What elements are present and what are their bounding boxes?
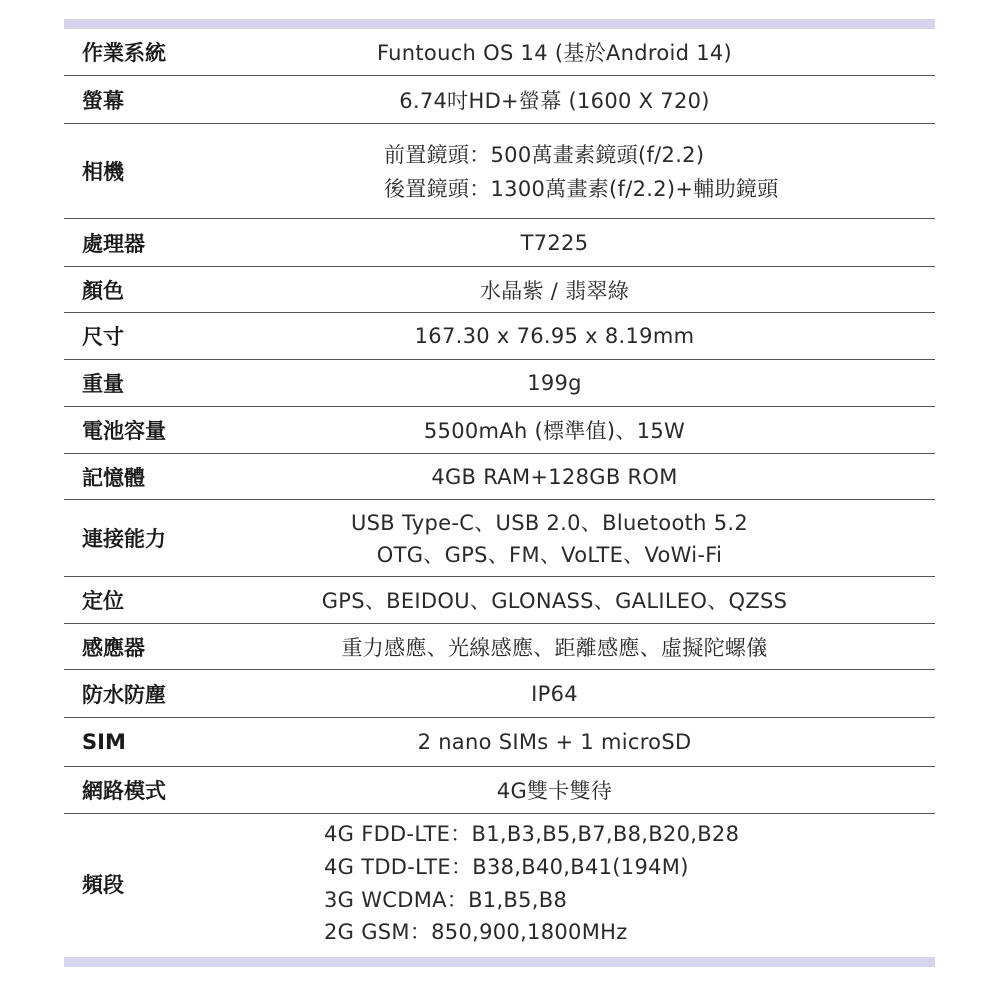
spec-row-processor <box>64 219 935 267</box>
spec-row-positioning <box>64 577 935 624</box>
spec-value-line: OTG、GPS、FM、VoLTE、VoWi-Fi <box>376 543 723 567</box>
spec-value-line: USB Type-C、USB 2.0、Bluetooth 5.2 <box>350 511 749 535</box>
spec-table <box>64 29 935 953</box>
spec-label: 網路模式 <box>82 779 166 803</box>
bottom-accent-band <box>64 957 935 967</box>
spec-value-line: 3G WCDMA：B1,B5,B8 <box>324 887 568 912</box>
spec-label: 感應器 <box>82 635 145 660</box>
spec-label: 電池容量 <box>82 419 166 443</box>
spec-value: 4G雙卡雙待 <box>496 779 613 803</box>
spec-row-os <box>64 29 935 76</box>
spec-row-memory <box>64 454 935 500</box>
spec-row-battery <box>64 407 935 454</box>
spec-value: GPS、BEIDOU、GLONASS、GALILEO、QZSS <box>321 589 788 613</box>
spec-value-line: 前置鏡頭：500萬畫素鏡頭(f/2.2) <box>384 143 705 167</box>
spec-row-size <box>64 313 935 360</box>
spec-value: 199g <box>527 371 582 395</box>
spec-label: 定位 <box>82 589 124 613</box>
spec-row-weight <box>64 360 935 407</box>
spec-value: 167.30 x 76.95 x 8.19mm <box>414 324 695 348</box>
spec-value: T7225 <box>520 230 589 255</box>
spec-label: 尺寸 <box>82 325 124 349</box>
spec-value-line: 2G GSM：850,900,1800MHz <box>324 920 628 945</box>
spec-label: 記憶體 <box>82 465 145 490</box>
spec-value-line: 後置鏡頭：1300萬畫素(f/2.2)+輔助鏡頭 <box>384 177 779 201</box>
spec-row-camera <box>64 124 935 219</box>
spec-value <box>284 820 935 948</box>
spec-label: 顏色 <box>82 278 124 303</box>
spec-row-waterproof <box>64 670 935 718</box>
spec-row-screen <box>64 76 935 124</box>
spec-value <box>284 507 935 569</box>
spec-value: 2 nano SIMs + 1 microSD <box>417 730 692 754</box>
spec-label: 頻段 <box>82 872 124 897</box>
spec-value: Funtouch OS 14 (基於Android 14) <box>376 41 733 65</box>
spec-row-connectivity <box>64 500 935 577</box>
spec-label: 相機 <box>82 160 124 184</box>
spec-label: 螢幕 <box>82 88 124 113</box>
spec-value: 6.74吋HD+螢幕 (1600 X 720) <box>399 88 710 113</box>
spec-value: IP64 <box>531 681 578 706</box>
spec-row-network <box>64 767 935 814</box>
top-accent-band <box>64 19 935 29</box>
spec-label: 防水防塵 <box>82 682 166 707</box>
spec-label: 重量 <box>82 372 124 396</box>
spec-value: 水晶紫 / 翡翠綠 <box>479 278 630 303</box>
spec-value-line: 4G TDD-LTE：B38,B40,B41(194M) <box>324 854 689 879</box>
spec-label: 處理器 <box>82 231 145 256</box>
spec-value: 4GB RAM+128GB ROM <box>431 464 678 489</box>
spec-value: 重力感應、光線感應、距離感應、虛擬陀螺儀 <box>341 635 768 660</box>
spec-label: 連接能力 <box>82 527 166 551</box>
spec-value: 5500mAh (標準值)、15W <box>423 419 686 443</box>
spec-row-sim <box>64 718 935 767</box>
spec-value-line: 4G FDD-LTE：B1,B3,B5,B7,B8,B20,B28 <box>324 821 740 846</box>
spec-row-sensors <box>64 624 935 670</box>
spec-label: 作業系統 <box>82 41 166 65</box>
spec-value <box>284 139 935 203</box>
spec-row-bands <box>64 814 935 953</box>
spec-row-color <box>64 267 935 313</box>
spec-label: SIM <box>82 730 126 754</box>
